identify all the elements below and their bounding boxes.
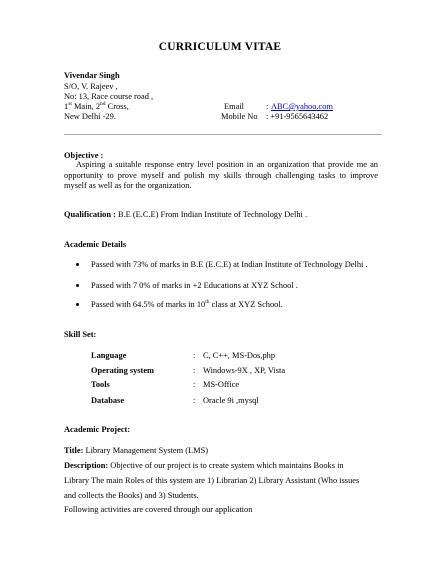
email-link[interactable]: ABC@yahoo.com — [271, 102, 333, 111]
bullet-icon — [76, 284, 79, 287]
objective-text: Aspiring a suitable response entry level position in an organization that provide me an opportunity to prove myself and polish my skills through challenging tasks to improve myself as well as for the organization. — [64, 160, 378, 190]
objective-heading: Objective : — [64, 151, 104, 160]
skill-value: MS-Office — [203, 380, 240, 389]
project-description-line-1: Description: Objective of our project is to create system which maintains Books in — [64, 461, 344, 470]
header-divider — [64, 134, 382, 135]
project-title-line: Title: Library Management System (LMS) — [64, 446, 209, 455]
qualification-line: Qualification : B.E (E.C.E) From Indian Institute of Technology Delhi . — [64, 210, 308, 219]
parent-line: S/O, V. Rajeev , — [64, 82, 118, 91]
address-line-3: New Delhi -29. — [64, 112, 116, 121]
skill-label: Operating system — [91, 366, 155, 375]
project-heading: Academic Project: — [64, 425, 131, 434]
bullet-icon — [76, 263, 79, 266]
skill-separator: : — [193, 380, 196, 389]
address-line-2: 1st Main, 2nd Cross, — [64, 101, 129, 111]
skill-value: Oracle 9i ,mysql — [203, 396, 259, 405]
academic-item: Passed with 64.5% of marks in 10th class at XYZ School. — [91, 299, 283, 309]
bullet-icon — [76, 303, 79, 306]
project-description-line-4: Following activities are covered through our application — [64, 505, 253, 514]
skill-separator: : — [193, 396, 196, 405]
skill-label: Tools — [91, 380, 110, 389]
skill-separator: : — [193, 366, 196, 375]
academic-item: Passed with 7 0% of marks in +2 Educations at XYZ School . — [91, 281, 298, 290]
email-label: Email — [224, 102, 245, 111]
skills-heading: Skill Set: — [64, 330, 97, 339]
skill-label: Language — [91, 351, 127, 360]
email-separator: : — [266, 102, 269, 111]
skill-label: Database — [91, 396, 125, 405]
skill-separator: : — [193, 351, 196, 360]
mobile-label: Mobile No — [221, 112, 258, 121]
skill-value: C, C++, MS-Dos,php — [203, 351, 276, 360]
academic-heading: Academic Details — [64, 240, 127, 249]
academic-item: Passed with 73% of marks in B.E (E.C.E) at Indian Institute of Technology Delhi . — [91, 260, 368, 269]
page-title: CURRICULUM VITAE — [158, 41, 282, 53]
address-line-1: No: 13, Race course road , — [64, 92, 154, 101]
candidate-name: Vivendar Singh — [64, 71, 120, 80]
project-description-line-2: Library The main Roles of this system are 1) Librarian 2) Library Assistant (Who issues — [64, 476, 360, 485]
mobile-value: : +91-9565643462 — [266, 112, 329, 121]
project-description-line-3: and collects the Books) and 3) Students. — [64, 491, 199, 500]
skill-value: Windows-9X , XP, Vista — [203, 366, 286, 375]
